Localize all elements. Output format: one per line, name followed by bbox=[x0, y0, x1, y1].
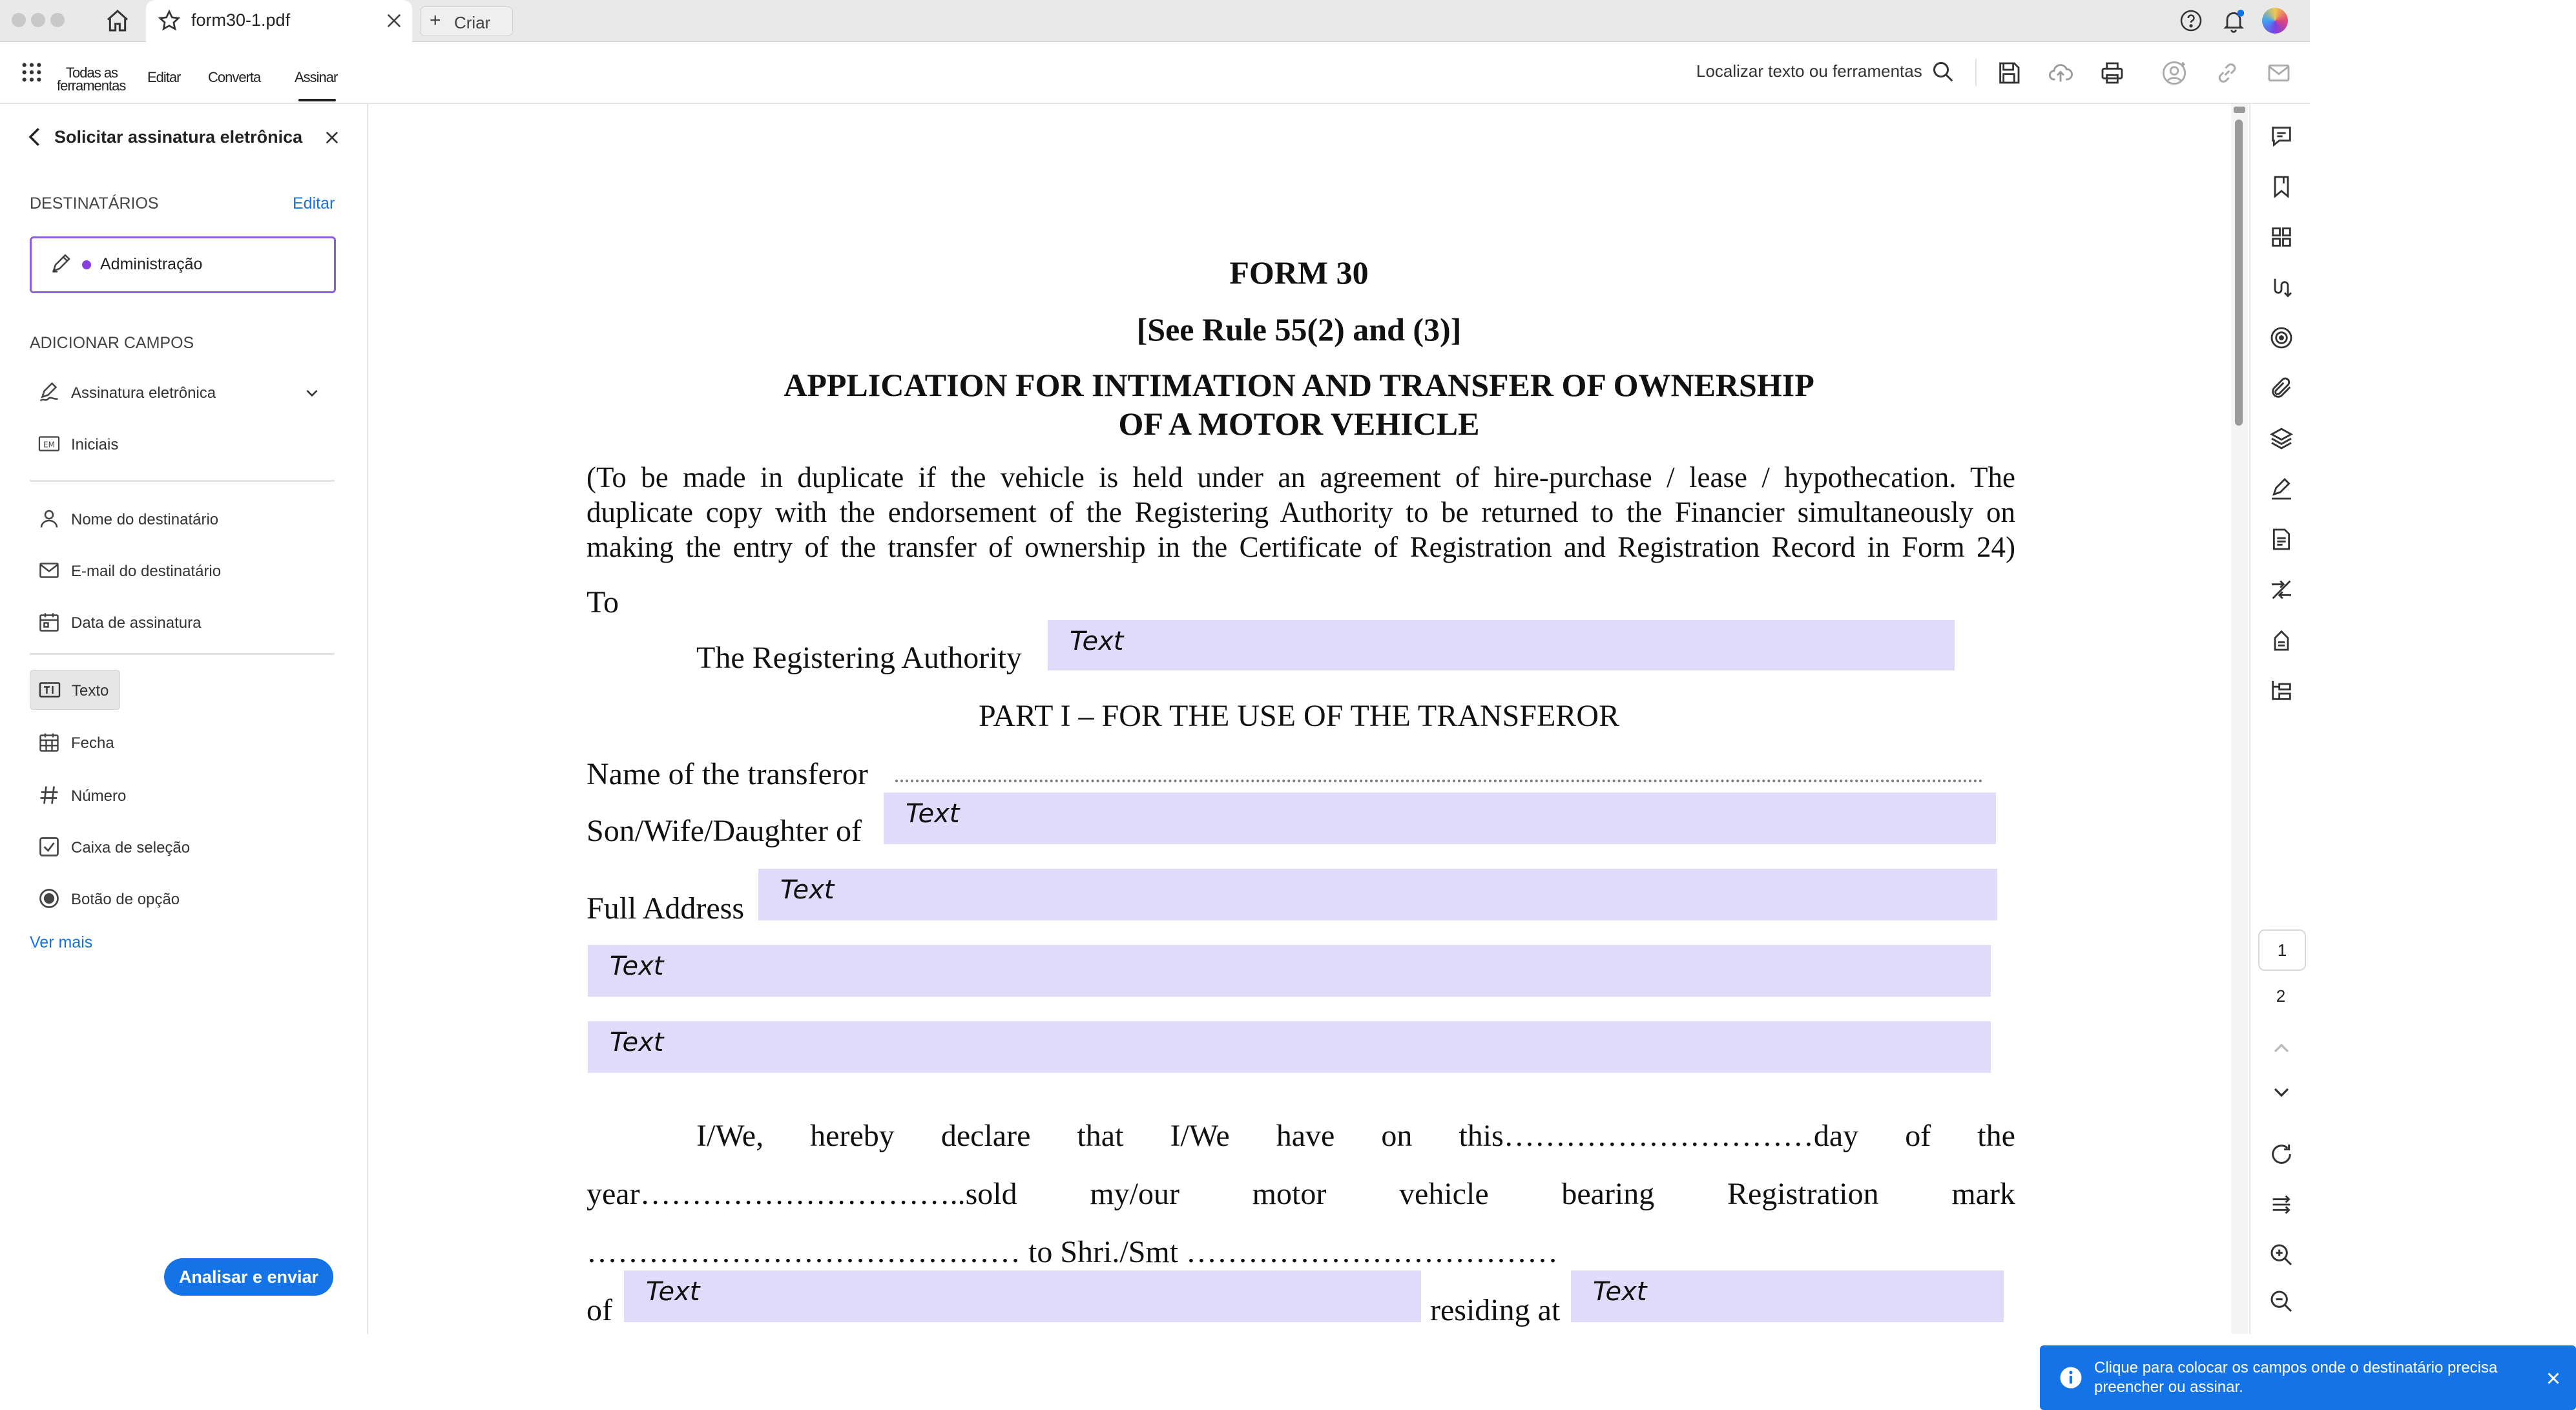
scroll-mode-icon[interactable] bbox=[2269, 1192, 2294, 1218]
document-icon[interactable] bbox=[2269, 526, 2294, 552]
field-esignature[interactable] bbox=[30, 373, 333, 411]
note-line-3: making the entry of the transfer of ownership in the Certificate of Registration and Registration Record in Form 24) bbox=[587, 531, 2015, 563]
text-field-address-line2[interactable] bbox=[588, 945, 1991, 997]
signature-pen-icon bbox=[37, 380, 61, 404]
residing-at-label: residing at bbox=[1430, 1293, 1561, 1327]
declaration-word: of bbox=[1905, 1119, 1931, 1153]
print-icon[interactable] bbox=[2099, 60, 2125, 86]
chevron-down-icon[interactable] bbox=[2269, 1079, 2294, 1105]
field-number[interactable] bbox=[30, 776, 333, 814]
back-arrow-icon[interactable] bbox=[26, 126, 44, 148]
nav-all-tools-line2: ferramentas bbox=[57, 78, 126, 94]
home-icon[interactable] bbox=[105, 8, 130, 34]
chevron-up-icon[interactable] bbox=[2269, 1035, 2294, 1061]
tab-document[interactable] bbox=[146, 0, 412, 42]
field-placeholder: Text bbox=[610, 1028, 664, 1057]
declaration-word: bearing bbox=[1561, 1177, 1655, 1211]
active-tab-indicator bbox=[298, 99, 336, 101]
compare-icon[interactable] bbox=[2269, 577, 2294, 603]
initials-icon bbox=[37, 432, 61, 455]
field-recipient-email[interactable] bbox=[30, 551, 333, 590]
share-user-icon[interactable] bbox=[2161, 60, 2187, 86]
text-field-residing-at[interactable] bbox=[1571, 1270, 2004, 1322]
close-icon[interactable] bbox=[323, 129, 341, 147]
declaration-word: hereby bbox=[810, 1119, 895, 1153]
declaration-word: this…………………………day bbox=[1459, 1119, 1859, 1153]
declaration-word: Registration bbox=[1727, 1177, 1879, 1211]
info-toast bbox=[2040, 1345, 2576, 1410]
field-label: Texto bbox=[72, 682, 109, 700]
close-icon[interactable] bbox=[2545, 1370, 2562, 1387]
nav-all-tools[interactable] bbox=[57, 67, 134, 92]
field-text[interactable] bbox=[30, 670, 120, 710]
to-label: To bbox=[587, 585, 619, 619]
page-number-current[interactable]: 1 bbox=[2258, 929, 2306, 971]
close-tab-icon[interactable] bbox=[385, 12, 403, 30]
recipients-header: DESTINATÁRIOS bbox=[30, 194, 159, 213]
star-icon[interactable] bbox=[158, 9, 181, 32]
window-close-dot[interactable] bbox=[12, 13, 26, 27]
field-placeholder: Text bbox=[780, 875, 835, 905]
avatar[interactable] bbox=[2262, 8, 2288, 34]
review-and-send-button[interactable]: Analisar e enviar bbox=[164, 1258, 333, 1296]
paperclip-icon[interactable] bbox=[2269, 375, 2294, 401]
text-field-icon bbox=[38, 678, 61, 701]
document-viewer[interactable] bbox=[368, 104, 2498, 1396]
note-line-2: duplicate copy with the endorsement of the Registering Authority to be returned to the Financier simultaneously on bbox=[587, 496, 2015, 528]
recipient-name: Administração bbox=[100, 255, 203, 273]
recipient-color-dot bbox=[82, 260, 91, 269]
info-icon bbox=[2059, 1366, 2083, 1389]
form-heading-line2: OF A MOTOR VEHICLE bbox=[1118, 406, 1480, 442]
scrollbar-top-marker bbox=[2234, 107, 2245, 113]
panel-title: Solicitar assinatura eletrônica bbox=[54, 127, 303, 147]
pen-icon bbox=[50, 251, 73, 275]
field-label: E-mail do destinatário bbox=[71, 563, 222, 580]
attach-flow-icon[interactable] bbox=[2269, 275, 2294, 300]
field-placeholder: Text bbox=[1593, 1277, 1647, 1307]
rotate-icon[interactable] bbox=[2269, 1141, 2294, 1167]
full-address-label: Full Address bbox=[587, 891, 745, 926]
hash-icon bbox=[37, 783, 61, 807]
nav-edit[interactable]: Editar bbox=[147, 69, 181, 85]
create-label: Criar bbox=[454, 13, 491, 32]
son-wife-daughter-label: Son/Wife/Daughter of bbox=[587, 814, 862, 848]
declaration-word: declare bbox=[940, 1119, 1031, 1153]
field-placeholder: Text bbox=[646, 1277, 700, 1307]
recipient-item[interactable] bbox=[30, 236, 336, 293]
nav-all-tools-line1: Todas as bbox=[66, 65, 118, 81]
add-fields-header: ADICIONAR CAMPOS bbox=[30, 334, 194, 352]
field-label: Fecha bbox=[71, 734, 114, 752]
window-zoom-dot[interactable] bbox=[50, 13, 65, 27]
field-label: Nome do destinatário bbox=[71, 511, 219, 528]
help-icon[interactable] bbox=[2179, 9, 2203, 32]
field-radio[interactable] bbox=[30, 879, 333, 918]
nav-sign[interactable]: Assinar bbox=[295, 69, 338, 85]
field-placeholder: Text bbox=[610, 951, 664, 981]
field-date[interactable] bbox=[30, 723, 333, 762]
text-field-of[interactable] bbox=[624, 1270, 1421, 1322]
window-titlebar bbox=[0, 0, 2310, 42]
save-icon[interactable] bbox=[1996, 60, 2022, 86]
right-tool-rail bbox=[2249, 104, 2311, 1334]
zoom-out-icon[interactable] bbox=[2269, 1289, 2294, 1314]
dotted-line bbox=[895, 780, 1983, 782]
declaration-word: that bbox=[1077, 1119, 1124, 1153]
link-icon[interactable] bbox=[2214, 60, 2240, 86]
calendar-icon bbox=[37, 610, 61, 634]
field-recipient-name[interactable] bbox=[30, 499, 333, 538]
declaration-word: have bbox=[1276, 1119, 1335, 1153]
tab-title: form30-1.pdf bbox=[191, 10, 291, 30]
organize-pages-icon[interactable] bbox=[2269, 678, 2294, 703]
divider bbox=[30, 653, 335, 655]
find-tools-search[interactable]: Localizar texto ou ferramentas bbox=[1696, 61, 1922, 81]
bookmark-icon[interactable] bbox=[2269, 174, 2294, 200]
declaration-word: mark bbox=[1951, 1177, 2015, 1211]
note-line-1: (To be made in duplicate if the vehicle is held under an agreement of hire-purchase / lease / hypothecation. The bbox=[587, 461, 2015, 493]
stamp-icon[interactable] bbox=[2269, 627, 2294, 653]
toolbar-divider bbox=[1975, 59, 1977, 86]
field-checkbox[interactable] bbox=[30, 827, 333, 866]
declaration-word: I/We bbox=[1170, 1119, 1230, 1153]
declaration-line-1 bbox=[696, 1118, 2015, 1154]
field-label: Botão de opção bbox=[71, 891, 180, 908]
form-heading-line1: APPLICATION FOR INTIMATION AND TRANSFER OF OWNERSHIP bbox=[784, 367, 1814, 403]
notifications-icon[interactable] bbox=[2221, 8, 2247, 34]
form-rule: [See Rule 55(2) and (3)] bbox=[1136, 311, 1462, 347]
toast-message: Clique para colocar os campos onde o destinatário precisa preencher ou assinar. bbox=[2094, 1359, 2498, 1396]
scrollbar-thumb[interactable] bbox=[2235, 119, 2243, 426]
form-number: FORM 30 bbox=[1229, 254, 1369, 291]
declaration-word: vehicle bbox=[1399, 1177, 1489, 1211]
svg-text:EM: EM bbox=[43, 440, 55, 450]
text-field-address-line3[interactable] bbox=[588, 1021, 1991, 1073]
field-placeholder: Text bbox=[1070, 627, 1124, 656]
of-label: of bbox=[587, 1293, 612, 1327]
declaration-word: on bbox=[1381, 1119, 1413, 1153]
cloud-upload-icon[interactable] bbox=[2048, 60, 2073, 86]
field-initials[interactable] bbox=[30, 424, 333, 463]
search-icon[interactable] bbox=[1931, 60, 1955, 83]
page-number-next[interactable]: 2 bbox=[2276, 986, 2286, 1006]
field-label: Iniciais bbox=[71, 436, 119, 453]
declaration-word: motor bbox=[1252, 1177, 1327, 1211]
create-button[interactable] bbox=[420, 6, 513, 36]
email-icon bbox=[37, 559, 61, 582]
apps-grid-icon[interactable] bbox=[21, 61, 43, 83]
see-more-link[interactable]: Ver mais bbox=[30, 933, 93, 951]
field-placeholder: Text bbox=[906, 799, 960, 829]
person-icon bbox=[37, 507, 61, 530]
sign-pen-icon[interactable] bbox=[2269, 476, 2294, 502]
edit-recipients-link[interactable]: Editar bbox=[293, 194, 335, 213]
divider bbox=[30, 480, 335, 482]
calendar-grid-icon bbox=[37, 731, 61, 754]
text-field-son-wife-daughter[interactable] bbox=[884, 793, 1996, 844]
thumbnails-icon[interactable] bbox=[2269, 224, 2294, 250]
field-signature-date[interactable] bbox=[30, 603, 333, 641]
main-toolbar bbox=[0, 42, 2310, 104]
plus-icon: + bbox=[430, 10, 441, 31]
email-icon[interactable] bbox=[2266, 60, 2292, 86]
request-esignature-panel bbox=[0, 104, 368, 1334]
comment-icon[interactable] bbox=[2269, 123, 2294, 149]
text-field-registering-authority[interactable] bbox=[1048, 620, 1955, 670]
zoom-in-icon[interactable] bbox=[2269, 1242, 2294, 1268]
part-title: PART I – FOR THE USE OF THE TRANSFEROR bbox=[978, 699, 1619, 733]
nav-convert[interactable]: Converta bbox=[208, 69, 261, 85]
field-label: Caixa de seleção bbox=[71, 839, 191, 856]
name-of-transferor-label: Name of the transferor bbox=[587, 757, 868, 791]
registering-authority-label: The Registering Authority bbox=[696, 641, 1022, 675]
window-minimize-dot[interactable] bbox=[31, 13, 45, 27]
radio-button-icon bbox=[37, 887, 61, 910]
declaration-word: year…………………………..sold bbox=[587, 1177, 1017, 1211]
chevron-down-icon[interactable] bbox=[304, 384, 320, 401]
field-label: Número bbox=[71, 787, 127, 805]
checkbox-icon bbox=[37, 835, 61, 858]
declaration-line-2 bbox=[587, 1176, 2015, 1212]
declaration-word: the bbox=[1977, 1119, 2015, 1153]
target-icon[interactable] bbox=[2269, 325, 2294, 351]
field-label: Assinatura eletrônica bbox=[71, 384, 216, 402]
declaration-word: I/We, bbox=[696, 1119, 764, 1153]
text-field-full-address[interactable] bbox=[758, 869, 1997, 920]
field-label: Data de assinatura bbox=[71, 614, 202, 632]
layers-icon[interactable] bbox=[2269, 426, 2294, 451]
declaration-word: my/our bbox=[1090, 1177, 1179, 1211]
vertical-scrollbar[interactable] bbox=[2231, 104, 2248, 1334]
declaration-line-3: …………………………………… to Shri./Smt ……………………………… bbox=[587, 1235, 1559, 1269]
